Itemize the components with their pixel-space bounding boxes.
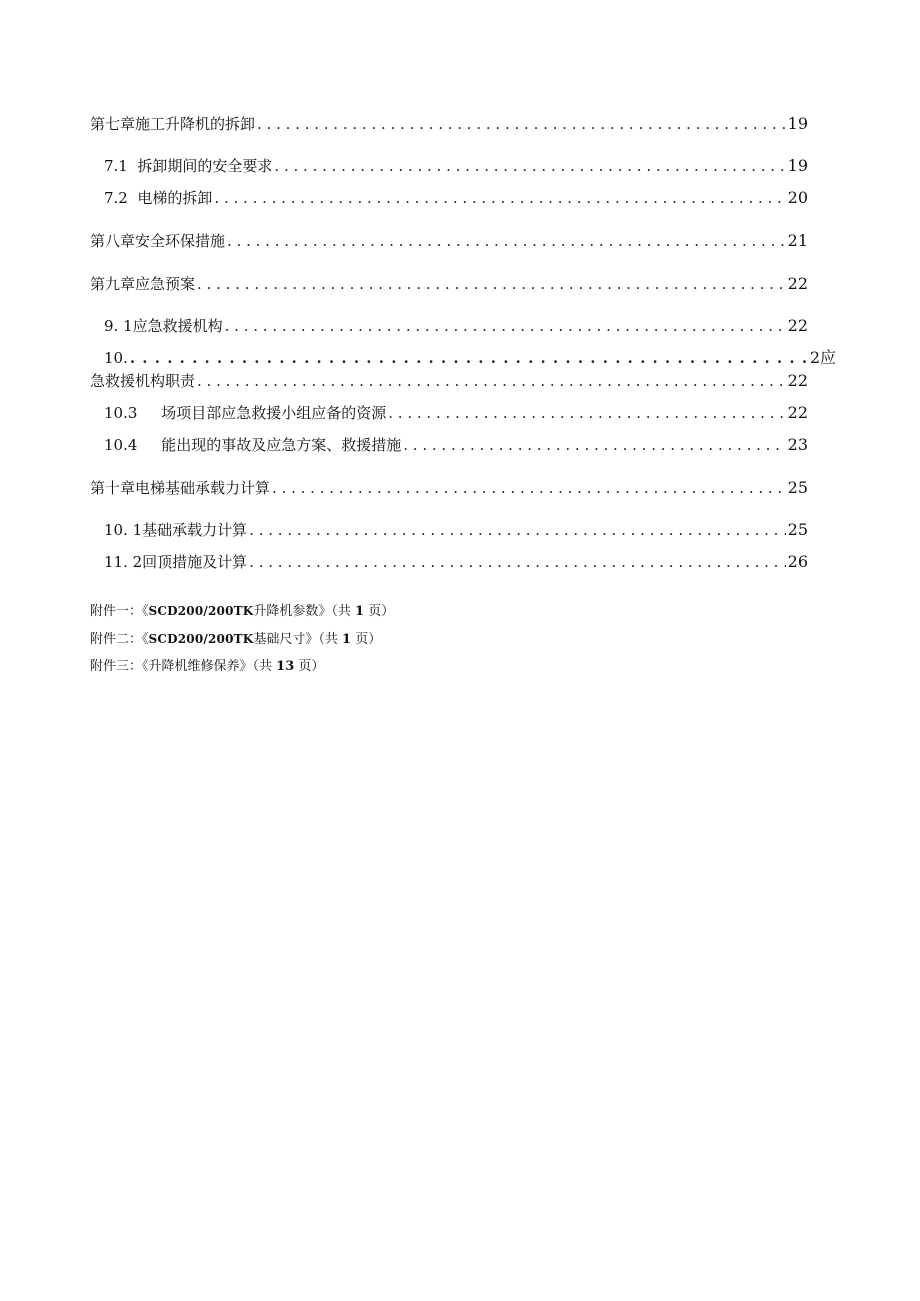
toc-title: 第九章应急预案	[90, 275, 196, 293]
toc-entry-7-2[interactable]	[104, 188, 808, 208]
appendix-page-count: 1	[342, 632, 352, 647]
toc-page-number: 25	[787, 478, 808, 497]
toc-number: 10.	[104, 349, 128, 367]
toc-entry-chapter-8[interactable]	[90, 231, 808, 251]
toc-number: 10.3	[104, 404, 162, 422]
appendix-prefix: 附件二：《	[90, 632, 149, 647]
appendix-name: 升降机参数》（共	[253, 604, 351, 619]
toc-number: 10. 1	[104, 521, 143, 539]
toc-entry-10-4[interactable]	[104, 435, 808, 455]
toc-number: 7.1	[104, 157, 138, 175]
toc-page-number: 19	[787, 114, 808, 133]
toc-entry-chapter-9[interactable]	[90, 274, 808, 294]
appendix-page-count: 1	[355, 604, 365, 619]
toc-page-number: 22	[787, 371, 808, 390]
appendix-2[interactable]	[90, 630, 381, 649]
toc-leader-dots	[214, 188, 785, 208]
toc-page-number: 25	[787, 520, 808, 539]
appendix-prefix: 附件三：《	[90, 659, 149, 674]
toc-number: 11. 2	[104, 553, 143, 571]
toc-title: 第八章安全环保措施	[90, 232, 226, 250]
toc-entry-emergency-duties[interactable]	[90, 371, 808, 391]
toc-leader-dots	[403, 435, 785, 455]
toc-title: 第十章电梯基础承载力计算	[90, 479, 271, 497]
toc-page-number: 21	[787, 231, 808, 250]
toc-number: 9. 1	[104, 317, 133, 335]
toc-title: 回顶措施及计算	[142, 553, 248, 571]
toc-title: 基础承载力计算	[142, 521, 248, 539]
toc-page-number: 20	[787, 188, 808, 207]
toc-leader-dots	[225, 316, 786, 336]
toc-leader-dots	[227, 231, 786, 251]
toc-number: 10.4	[104, 436, 162, 454]
toc-title: 第七章施工升降机的拆卸	[90, 115, 256, 133]
appendix-page-count: 13	[276, 659, 295, 674]
toc-entry-10-3[interactable]	[104, 403, 808, 423]
toc-leader-dots	[249, 552, 785, 572]
toc-page-number: 19	[787, 156, 808, 175]
toc-page-number: 22	[787, 316, 808, 335]
toc-entry-chapter-7[interactable]	[90, 114, 808, 134]
toc-leader-dots	[257, 114, 786, 134]
toc-entry-chapter-10[interactable]	[90, 478, 808, 498]
toc-leader-dots	[272, 478, 786, 498]
toc-title: 能出现的事故及应急方案、救援措施	[161, 436, 402, 454]
toc-leader-dots	[197, 274, 786, 294]
toc-entry-10-overflow[interactable]	[104, 348, 836, 368]
toc-title: 电梯的拆卸	[137, 189, 213, 207]
toc-title: 应急救援机构	[132, 317, 223, 335]
appendix-model-code: SCD200/200TK	[148, 604, 254, 618]
toc-page-number: 23	[787, 435, 808, 454]
appendix-suffix: 页）	[298, 659, 325, 674]
toc-leader-dots	[130, 348, 806, 368]
toc-leader-dots	[197, 371, 786, 391]
toc-title: 拆卸期间的安全要求	[137, 157, 273, 175]
toc-entry-7-1[interactable]	[104, 156, 808, 176]
toc-entry-10-1[interactable]	[104, 520, 808, 540]
toc-page-number: 22	[787, 274, 808, 293]
toc-page-number: 26	[787, 552, 808, 571]
toc-page-number: 2应	[809, 348, 836, 367]
appendix-prefix: 附件一：《	[90, 604, 149, 619]
appendix-1[interactable]	[90, 602, 394, 621]
toc-title: 急救援机构职责	[90, 372, 196, 390]
toc-leader-dots	[388, 403, 785, 423]
appendix-3[interactable]	[90, 657, 324, 676]
toc-number: 7.2	[104, 189, 138, 207]
appendix-suffix: 页）	[355, 632, 382, 647]
toc-title: 场项目部应急救援小组应备的资源	[161, 404, 387, 422]
toc-entry-9-1[interactable]	[104, 316, 808, 336]
toc-entry-11-2[interactable]	[104, 552, 808, 572]
toc-page-number: 22	[787, 403, 808, 422]
appendix-name: 基础尺寸》（共	[253, 632, 338, 647]
appendix-model-code: SCD200/200TK	[148, 632, 254, 646]
toc-leader-dots	[249, 520, 785, 540]
appendix-suffix: 页）	[368, 604, 395, 619]
appendix-name: 升降机维修保养》（共	[148, 659, 273, 674]
toc-leader-dots	[274, 156, 785, 176]
